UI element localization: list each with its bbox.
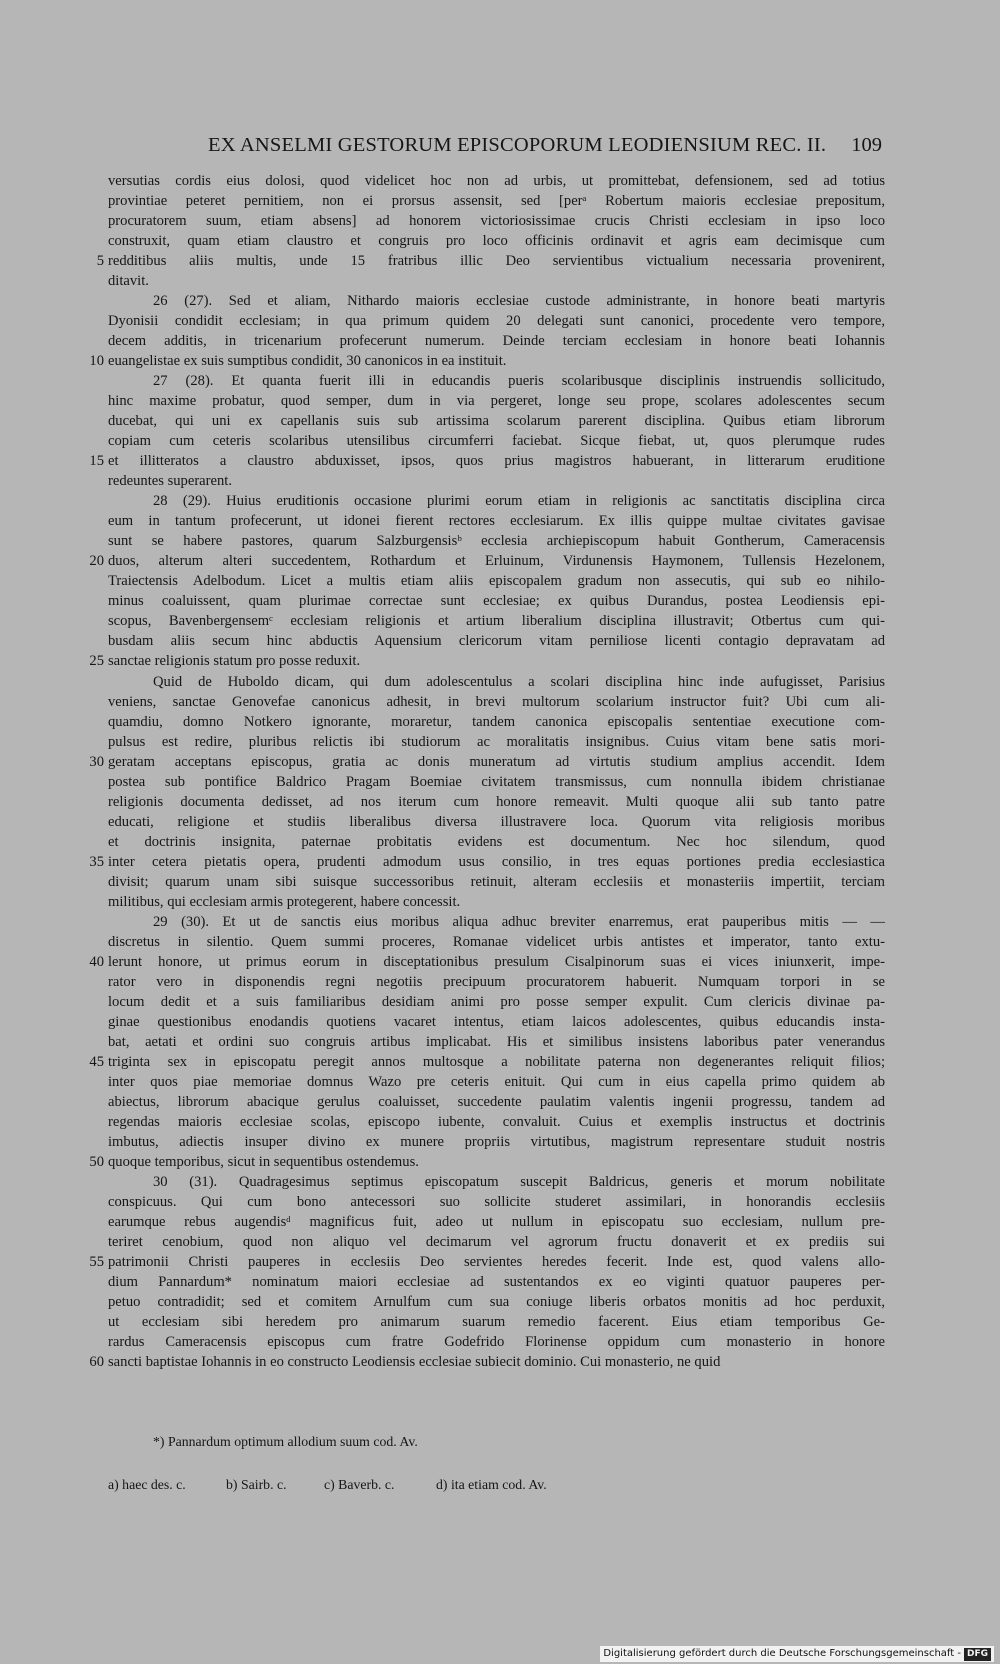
line-number: 50 <box>89 1154 104 1170</box>
text-line: imbutus, adiectis insuper divino ex munere propriis virtutibus, magistrum representare studuit nostris <box>108 1134 885 1150</box>
text-line: quoque temporibus, sicut in sequentibus ostendemus. <box>108 1154 419 1170</box>
running-header <box>0 134 1000 166</box>
footnote-star: *) Pannardum optimum allodium suum cod. Av. <box>153 1434 418 1449</box>
text-line: petuo contradidit; sed et comitem Arnulfum cum sua coniuge liberis orbatos monitis ad hoc perduxit, <box>108 1294 885 1310</box>
text-line: locum dedit et a suis familiaribus desidiam animi pro posse semper expulit. Cum clericis divinae pa- <box>108 994 885 1010</box>
dfg-logo: DFG <box>964 1648 991 1661</box>
variant-note: d) ita etiam cod. Av. <box>436 1477 547 1492</box>
text-line: discretus in silentio. Quem summi proceres, Romanae videlicet urbis antistes et imperator, tanto extu- <box>108 934 885 950</box>
text-line: Quid de Huboldo dicam, qui dum adolescentulus a scolari disciplina hinc inde aufugisset, Parisius <box>153 674 885 690</box>
text-line: ducebat, qui uni ex capellanis suis sub artissima scolarum parerent disciplina. Quibus etiam librorum <box>108 413 885 429</box>
text-line: inter quos piae memoriae domnus Wazo pre ceteris enituit. Qui cum in eius capella primo quidem ab <box>108 1074 885 1090</box>
line-number: 55 <box>89 1254 104 1270</box>
text-line: postea sub pontifice Baldrico Pragam Boemiae civitatem transmissus, cum nonnulla ibidem christianae <box>108 774 885 790</box>
text-line: 28 (29). Huius eruditionis occasione plurimi eorum etiam in religionis ac sanctitatis disciplina circa <box>153 493 885 509</box>
page-number: 109 <box>851 134 882 156</box>
text-line: conspicuus. Qui cum bono antecessori suo sollicite studeret assimilari, in honorandis ecclesiis <box>108 1194 885 1210</box>
text-line: militibus, qui ecclesiam armis protegerent, habere concessit. <box>108 894 461 910</box>
text-line: regendas maioris ecclesiae scolas, episcopo iubente, convaluit. Cuius et exemplis instructus et doctrinis <box>108 1114 885 1130</box>
text-line: 29 (30). Et ut de sanctis eius moribus aliqua adhuc breviter enarremus, erat pauperibus mitis — — <box>153 914 885 930</box>
text-line: sanctae religionis statum pro posse reduxit. <box>108 653 361 669</box>
text-line: educati, religione et studiis liberalibus diversa illustravere loca. Quorum vita religiosis moribus <box>108 814 885 830</box>
text-line: decem additis, in tricenarium profecerunt numerum. Deinde terciam ecclesiam in honore beati Iohannis <box>108 333 885 349</box>
footer-text: Digitalisierung gefördert durch die Deutsche Forschungsgemeinschaft - <box>603 1648 961 1659</box>
text-line: ginae questionibus enodandis quotiens vacaret intentus, etiam laicos adolescentes, quibus educandis insta- <box>108 1014 885 1030</box>
text-line: dium Pannardum* nominatum maiori ecclesiae ad sustentandos ex eo viginti quatuor pauperes per- <box>108 1274 885 1290</box>
line-number: 30 <box>89 754 104 770</box>
line-number: 5 <box>96 253 104 269</box>
text-line: scopus, Bavenbergensemᶜ ecclesiam religionis et artium liberalium disciplina illustravit; Otbertus cum qui- <box>108 613 885 629</box>
digitization-footer <box>600 1646 994 1662</box>
text-line: abiectus, librorum abacique gerulus coaluisset, succedente paulatim valentis ingenii progressu, tandem ad <box>108 1094 885 1110</box>
text-line: inter cetera pietatis opera, prudenti admodum usus consilio, in tres equas portiones predia ecclesiastica <box>108 854 885 870</box>
text-line: 26 (27). Sed et aliam, Nithardo maioris ecclesiae custode administrante, in honore beati martyris <box>153 293 885 309</box>
text-line: Traiectensis Adelbodum. Licet a multis etiam aliis episcopalem gradum non assecutis, qui sub eo nihilo- <box>108 573 885 589</box>
text-line: triginta sex in episcopatu peregit annos multosque a nobilitate paterna non degenerantes reliquit filios; <box>108 1054 885 1070</box>
text-line: et doctrinis insignita, paternae probitatis evidens est documentum. Nec hoc silendum, quod <box>108 834 885 850</box>
text-line: pulsus est redire, pluribus relictis ibi studiorum ac moralitatis insignibus. Cuius vitam bene satis mori- <box>108 734 885 750</box>
text-line: minus coaluissent, quam plurimae correctae sunt ecclesiae; ex quibus Durandus, postea Leodiensis epi- <box>108 593 885 609</box>
text-line: divisit; quarum unam sibi suisque successoribus retinuit, alteram ecclesiis et monasteriis impertiit, terciam <box>108 874 885 890</box>
text-line: et illitteratos a claustro abduxisset, ipsos, quos prius magistros habuerant, in litterarum eruditione <box>108 453 885 469</box>
text-line: redeuntes superarent. <box>108 473 232 489</box>
text-line: ut ecclesiam sibi heredem pro animarum suarum remedio facerent. Eius etiam temporibus Ge- <box>108 1314 885 1330</box>
text-line: procuratorem suum, etiam absens] ad honorem victoriosissimae crucis Christi ecclesiam in ipso loco <box>108 213 885 229</box>
text-line: redditibus aliis multis, unde 15 fratribus illic Deo servientibus victualium necessaria provenirent, <box>108 253 885 269</box>
line-number: 15 <box>89 453 104 469</box>
text-line: construxit, quam etiam claustro et congruis pro loco officinis ordinavit et agris eam decimisque cum <box>108 233 885 249</box>
text-line: sancti baptistae Iohannis in eo constructo Leodiensis ecclesiae subiecit dominio. Cui monasterio, ne quid <box>108 1354 721 1370</box>
text-line: euangelistae ex suis sumptibus condidit, 30 canonicos in ea instituit. <box>108 353 507 369</box>
line-number: 35 <box>89 854 104 870</box>
variant-note: a) haec des. c. <box>108 1477 186 1492</box>
header-title: EX ANSELMI GESTORUM EPISCOPORUM LEODIENSIUM REC. II. <box>208 134 827 156</box>
line-number: 20 <box>89 553 104 569</box>
text-line: earumque rebus augendisᵈ magnificus fuit, adeo ut nullum in episcopatu suo ecclesiam, nullum pre- <box>108 1214 885 1230</box>
text-line: quamdiu, domno Notkero ignorante, moraretur, tandem canonica episcopalis sententiae executione com- <box>108 714 885 730</box>
text-line: lerunt honore, ut primus eorum in disceptationibus presulum Cisalpinorum suas ei vices iniunxerit, impe- <box>108 954 885 970</box>
variant-note: c) Baverb. c. <box>324 1477 395 1492</box>
text-line: provintiae peteret pernitiem, non ei prorsus assensit, sed [perᵃ Robertum maioris ecclesiae prepositum, <box>108 193 885 209</box>
line-number: 60 <box>89 1354 104 1370</box>
text-line: rator vero in disponendis regni negotiis precipuum procuratorem habuerit. Numquam torpori in se <box>108 974 885 990</box>
text-line: religionis documenta dedisset, ad nos iterum cum honore remeavit. Multi quoque alii sub tanto patre <box>108 794 885 810</box>
variant-note: b) Sairb. c. <box>226 1477 287 1492</box>
text-line: geratam acceptans episcopus, gratia ac donis muneratum ad virtutis studium amplius accendit. Idem <box>108 754 885 770</box>
text-line: hinc maxime probatur, quod semper, dum in via pergeret, longe seu prope, scolares adolescentes secum <box>108 393 885 409</box>
text-line: ditavit. <box>108 273 149 289</box>
text-line: bat, aetati et ordini suo congruis artibus implicabat. His et similibus insistens laboribus pater venerandus <box>108 1034 885 1050</box>
text-line: teriret cenobium, quod non aliquo vel decimarum vel agrorum fructu donaverit et ex prediis sui <box>108 1234 885 1250</box>
text-line: patrimonii Christi pauperes in ecclesiis Deo servientes heredes fecerit. Inde est, quod valens allo- <box>108 1254 885 1270</box>
text-line: busdam aliis secum hinc abductis Aquensium clericorum vitam perniliose licenti contagio depravatam ad <box>108 633 885 649</box>
line-number: 45 <box>89 1054 104 1070</box>
text-line: duos, alterum alteri succedentem, Rothardum et Erluinum, Virdunensis Haymonem, Tullensis Hezelonem, <box>108 553 885 569</box>
text-line: versutias cordis eius dolosi, quod videlicet hoc non ad urbis, ut promittebat, defensionem, sed ad totius <box>108 173 885 189</box>
text-line: Dyonisii condidit ecclesiam; in qua primum quidem 20 delegati sunt canonici, procedente vero tempore, <box>108 313 885 329</box>
line-number: 10 <box>89 353 104 369</box>
text-line: veniens, sanctae Genovefae canonicus adhesit, in brevi multorum scolarium instructor fuit? Ubi cum ali- <box>108 694 885 710</box>
text-line: copiam cum ceteris scolaribus utensilibus circumferri faciebat. Sicque fiebat, ut, quos plerumque rudes <box>108 433 885 449</box>
line-number: 40 <box>89 954 104 970</box>
line-number: 25 <box>89 653 104 669</box>
text-line: eum in tantum profecerunt, ut idonei fierent rectores ecclesiarum. Ex illis quippe multae civitates gavisae <box>108 513 885 529</box>
text-line: 30 (31). Quadragesimus septimus episcopatum suscepit Baldricus, generis et morum nobilitate <box>153 1174 885 1190</box>
text-line: 27 (28). Et quanta fuerit illi in educandis pueris scolaribusque disciplinis instruendis sollicitudo, <box>153 373 885 389</box>
text-line: rardus Cameracensis episcopus cum fratre Godefrido Florinense oppidum cum monasterio in honore <box>108 1334 885 1350</box>
text-line: sunt se habere pastores, quarum Salzburgensisᵇ ecclesia archiepiscopum habuit Gontherum, Cameracensis <box>108 533 885 549</box>
